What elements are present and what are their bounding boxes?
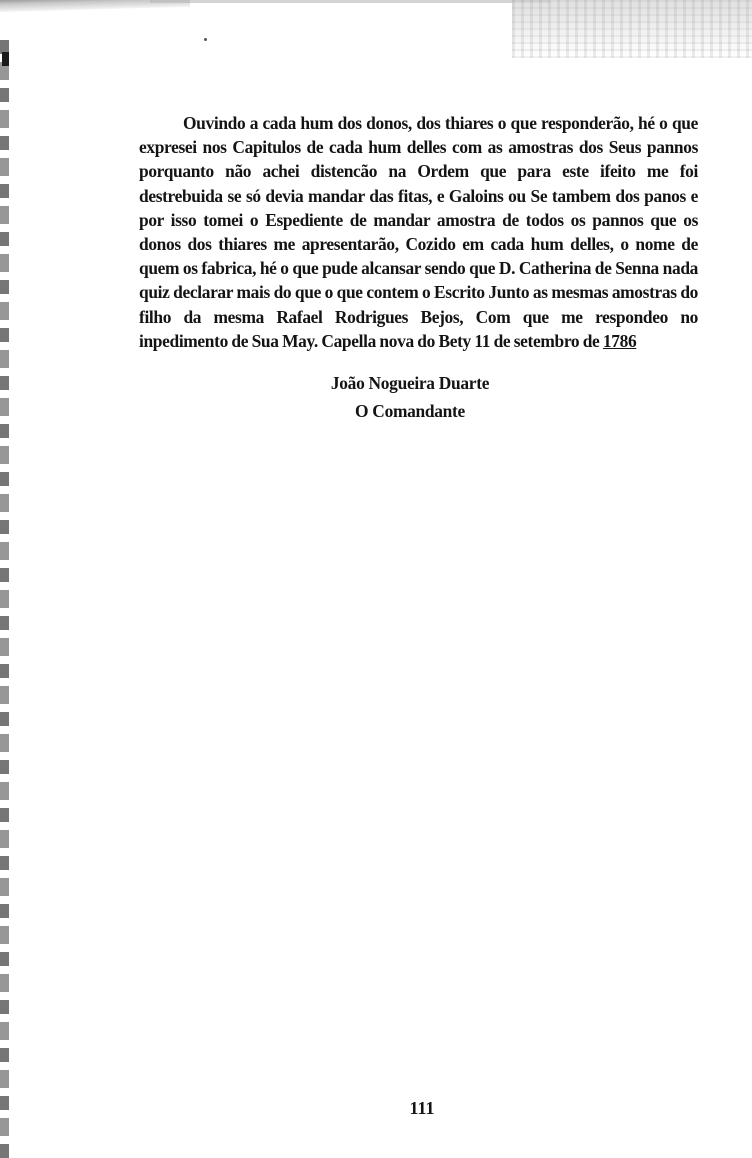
scan-edge-left [0,40,9,1158]
signature-name: João Nogueira Duarte [330,373,490,393]
scan-mark-left [2,52,9,66]
signature-title: O Comandante [355,401,465,421]
page-number: 111 [409,1098,435,1118]
body-paragraph [139,111,698,353]
scan-edge-line-top [150,0,550,3]
date-year: 1786 [602,330,637,351]
scan-noise-top-right [512,0,752,58]
body-paragraph-text: Ouvindo a cada hum dos donos, dos thiares o que responderão, hé o que expresei nos Capitulos de cada hum delles com as amostras dos Seus pannos porquanto não achei distencão na Ordem que para este ifeito me foi destrebuida se só devia mandar das fitas, e Galoins ou Se tambem dos panos e por isso tomei o Espediente de mandar amostra de todos os pannos que os donos dos thiares me apresentarão, Cozido em cada hum delles, o nome de quem os fabrica, hé o que pude alcansar sendo que D. Catherina de Senna nada quiz declarar mais do que o que contem o Escrito Junto as mesmas amostras do filho da mesma Rafael Rodrigues Bejos, Com que me respondeo no inpedimento de Sua May. Capella nova do Bety 11 de setembro de [139,113,698,351]
scan-speck [204,38,207,41]
